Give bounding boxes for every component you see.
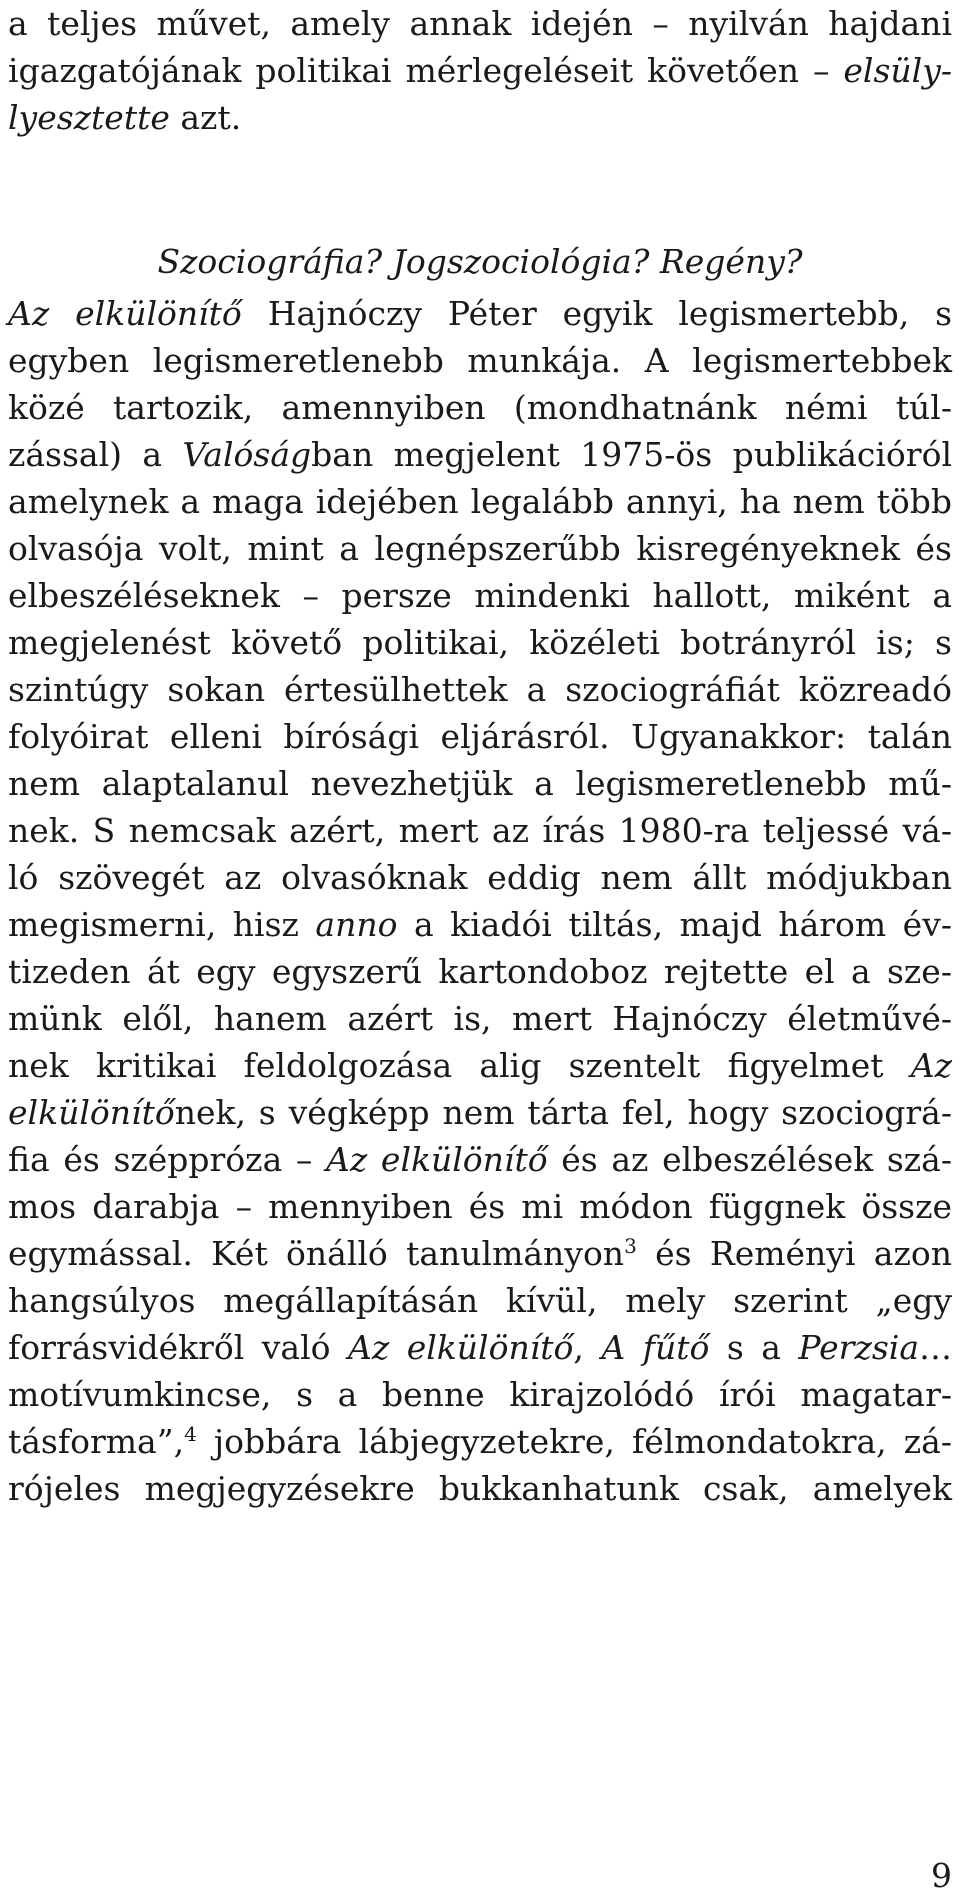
text-span: közé tartozik, amennyiben (mondhatnánk némi túl- bbox=[8, 388, 952, 427]
text-line bbox=[8, 431, 952, 479]
text-span: nek, s végképp nem tárta fel, hogy szociográ- bbox=[174, 1093, 952, 1132]
text-span: rójeles megjegyzésekre bukkanhatunk csak, amelyek bbox=[8, 1469, 952, 1508]
italic-span: A fűtő bbox=[601, 1328, 710, 1367]
text-span: azt. bbox=[169, 98, 242, 137]
text-line bbox=[8, 1089, 952, 1137]
text-line bbox=[8, 478, 952, 526]
text-line bbox=[8, 713, 952, 761]
text-line bbox=[8, 290, 952, 338]
text-span: amelynek a maga idejében legalább annyi, ha nem több bbox=[8, 482, 952, 521]
italic-span: Az elkülönítő bbox=[8, 294, 242, 333]
text-span: nek kritikai feldolgozása alig szentelt figyelmet bbox=[8, 1046, 911, 1085]
footnote-ref: 3 bbox=[624, 1234, 637, 1258]
text-span: nem alaptalanul nevezhetjük a legismeretlenebb mű- bbox=[8, 764, 952, 803]
text-span: zással) a bbox=[8, 435, 183, 474]
text-line bbox=[8, 995, 952, 1043]
footnote-ref: 4 bbox=[184, 1422, 197, 1446]
text-line bbox=[8, 1183, 952, 1231]
text-span: szintúgy sokan értesülhettek a szociográfiát közreadó bbox=[8, 670, 952, 709]
text-line bbox=[8, 901, 952, 949]
text-span: münk elől, hanem azért is, mert Hajnóczy életművé- bbox=[8, 999, 952, 1038]
text-line bbox=[8, 807, 952, 855]
italic-span: Az bbox=[910, 1046, 952, 1085]
text-line bbox=[8, 1136, 952, 1184]
text-line bbox=[8, 948, 952, 996]
text-line bbox=[8, 619, 952, 667]
text-line bbox=[8, 760, 952, 808]
text-line bbox=[8, 47, 952, 95]
text-span: tásforma”, bbox=[8, 1422, 185, 1461]
text-line bbox=[8, 572, 952, 620]
page-number: 9 bbox=[931, 1856, 952, 1895]
text-line bbox=[8, 1371, 952, 1419]
text-line bbox=[8, 337, 952, 385]
text-line bbox=[8, 525, 952, 573]
italic-span: anno bbox=[315, 905, 398, 944]
text-span: egymással. Két önálló tanulmányon bbox=[8, 1234, 625, 1273]
italic-span: Valóság bbox=[182, 435, 312, 474]
text-line bbox=[8, 666, 952, 714]
text-span: fia és széppróza – bbox=[8, 1140, 327, 1179]
text-span: , bbox=[573, 1328, 602, 1367]
text-span: mos darabja – mennyiben és mi módon függnek össze bbox=[8, 1187, 952, 1226]
text-span: elbeszéléseknek – persze mindenki hallott, miként a bbox=[8, 576, 952, 615]
text-span: igazgatójának politikai mérlegeléseit követően – bbox=[8, 51, 844, 90]
text-line bbox=[8, 94, 952, 142]
text-span: jobbára lábjegyzetekre, félmondatokra, zá- bbox=[196, 1422, 952, 1461]
text-span: motívumkincse, s a benne kirajzolódó írói magatar- bbox=[8, 1375, 952, 1414]
text-span: a kiadói tiltás, majd három év- bbox=[397, 905, 952, 944]
text-span: megismerni, hisz bbox=[8, 905, 316, 944]
text-line bbox=[8, 1324, 952, 1372]
text-line bbox=[8, 0, 952, 48]
text-span: forrásvidékről való bbox=[8, 1328, 349, 1367]
italic-span: Az elkülönítő bbox=[348, 1328, 574, 1367]
text-span: hangsúlyos megállapításán kívül, mely szerint „egy bbox=[8, 1281, 952, 1320]
italic-span: elsüly- bbox=[843, 51, 952, 90]
text-span: … bbox=[919, 1328, 952, 1367]
italic-span: lyesztette bbox=[8, 98, 170, 137]
section-heading: Szociográfia? Jogszociológia? Regény? bbox=[157, 242, 803, 281]
text-span: egyben legismeretlenebb munkája. A legismertebbek bbox=[8, 341, 952, 380]
italic-span: Az elkülönítő bbox=[326, 1140, 548, 1179]
text-span: és az elbeszélések szá- bbox=[547, 1140, 952, 1179]
text-span: ban megjelent 1975-ös publikációról bbox=[311, 435, 952, 474]
text-span: tizeden át egy egyszerű kartondoboz rejtette el a sze- bbox=[8, 952, 952, 991]
italic-span: elkülönítő bbox=[8, 1093, 175, 1132]
text-span: s a bbox=[709, 1328, 799, 1367]
text-line bbox=[8, 1042, 952, 1090]
text-span: megjelenést követő politikai, közéleti botrányról is; s bbox=[8, 623, 952, 662]
text-span: olvasója volt, mint a legnépszerűbb kisregényeknek és bbox=[8, 529, 952, 568]
text-line bbox=[8, 1277, 952, 1325]
italic-span: Perzsia bbox=[798, 1328, 919, 1367]
text-line bbox=[8, 384, 952, 432]
text-span: ló szövegét az olvasóknak eddig nem állt módjukban bbox=[8, 858, 952, 897]
text-line bbox=[8, 1465, 952, 1513]
text-span: folyóirat elleni bírósági eljárásról. Ugyanakkor: talán bbox=[8, 717, 952, 756]
text-line bbox=[8, 854, 952, 902]
text-span: Hajnóczy Péter egyik legismertebb, s bbox=[241, 294, 953, 333]
text-span: a teljes művet, amely annak idején – nyilván hajdani bbox=[8, 4, 952, 43]
text-span: nek. S nemcsak azért, mert az írás 1980-ra teljessé vá- bbox=[8, 811, 952, 850]
text-span: és Reményi azon bbox=[636, 1234, 952, 1273]
text-line bbox=[8, 1418, 952, 1466]
text-line bbox=[8, 1230, 952, 1278]
